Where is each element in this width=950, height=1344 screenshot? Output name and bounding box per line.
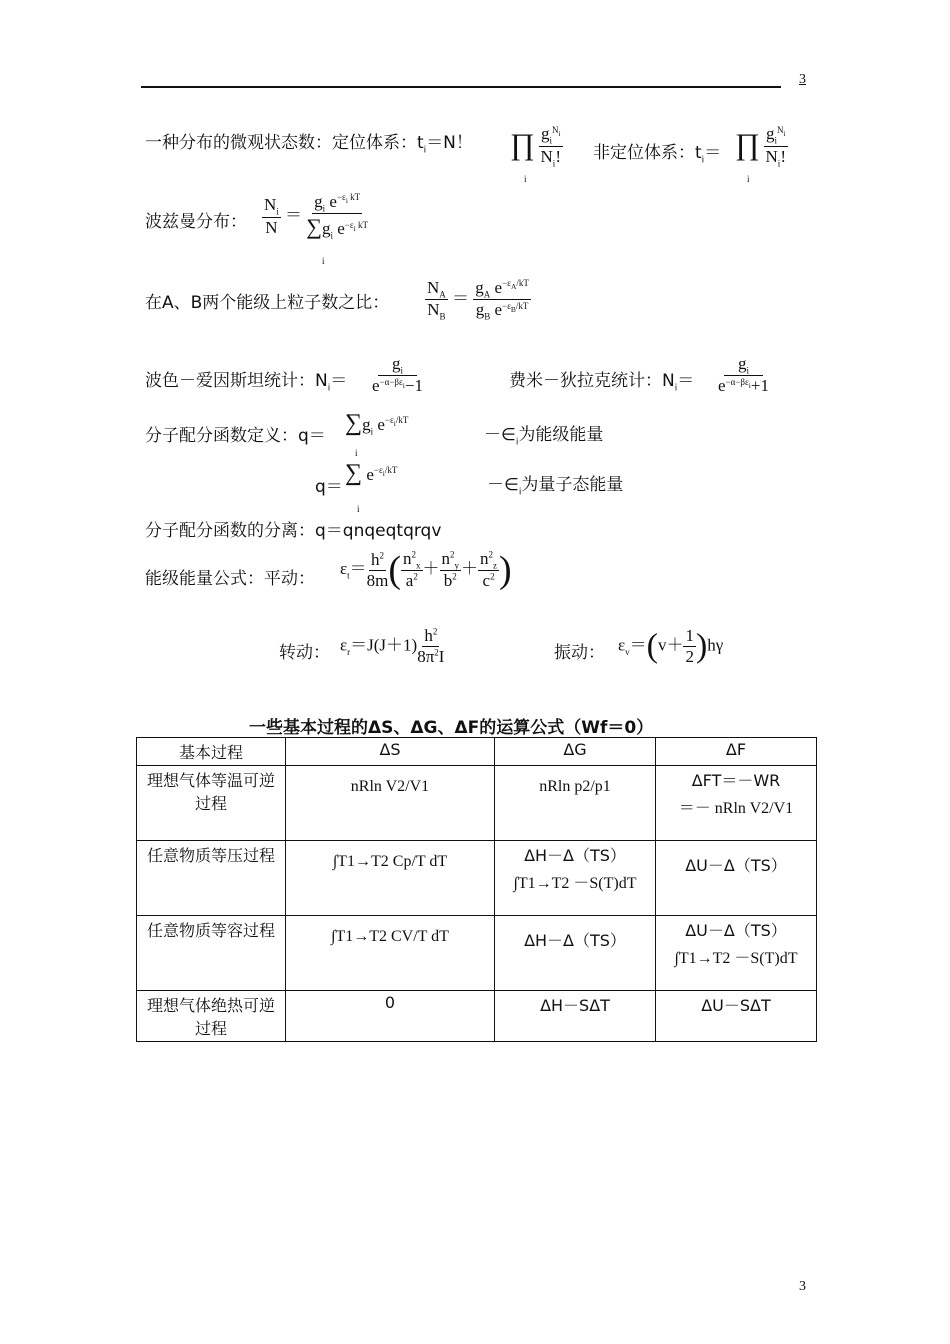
- partition-q2-formula: ∑ $e^{-\varepsilon_i/kT}$ i i: [345, 448, 398, 514]
- row1-dG: nRln p2/p1: [495, 766, 656, 841]
- rotation-label: 转动：: [279, 643, 330, 663]
- boltzmann-formula: $\frac{N_i}{N}$ ＝ $\frac{g_i e^{-\varepsilon_i kT}}{\sum g_i e^{-\varepsilon_i kT}}$ i: [264, 192, 368, 266]
- vibration-formula: $\varepsilon_v=(v+$ $\frac{1}{2}$ )hγ: [618, 626, 724, 666]
- header-dS: ΔS: [286, 738, 495, 766]
- product-formula-localized: ∏ $\frac{g_i^{N_i}}{N_i!}$ i: [510, 124, 561, 184]
- translational-energy-formula: $\varepsilon_t=$ $\frac{h^2}{8m}$ ( $\frac{n^2_x}{a^2}$ ＋ $\frac{n^2_y}{b^2}$ ＋ $\frac{n^2_z}{c^2}$ ): [340, 548, 512, 591]
- rotation-formula: $\varepsilon_r=J(J+1)$ $\frac{h^2}{8\pi^2I}$: [340, 626, 445, 666]
- partition-q2-label: q＝: [315, 477, 343, 497]
- row3-dF: ΔU－Δ（TS） ∫T1→T2 －S(T)dT: [656, 916, 817, 991]
- row2-dF: ΔU－Δ（TS）: [656, 841, 817, 916]
- header-rule: [141, 86, 781, 88]
- process-formula-table: [136, 737, 817, 1042]
- row3-dS: ∫T1→T2 CV/T dT: [286, 916, 495, 991]
- bose-label: 波色－爱因斯坦统计：$N_i=$: [145, 371, 348, 394]
- partition-def-note: $-\in_i$为能级能量: [484, 425, 604, 448]
- header-dG: ΔG: [495, 738, 656, 766]
- partition-q2-note: $-\in_i$为量子态能量: [487, 475, 624, 498]
- header-dF: ΔF: [656, 738, 817, 766]
- header-page-number: 3: [799, 72, 806, 87]
- row3-process: 任意物质等容过程: [137, 916, 286, 991]
- fermi-formula: $\frac{g_i}{e^{-\alpha-\beta\varepsilon_i}+1}$: [718, 354, 769, 396]
- partition-def-formula: $\sum g_i$ $e^{-\varepsilon_i/kT}$: [345, 410, 409, 437]
- header-process: 基本过程: [137, 738, 286, 766]
- row2-dG: ΔH－Δ（TS） ∫T1→T2 －S(T)dT: [495, 841, 656, 916]
- product-formula-nonlocal: ∏ $\frac{g_i^{N_i}}{N_i!}$ i: [735, 124, 786, 184]
- table-row: [137, 766, 817, 841]
- table-row: [137, 916, 817, 991]
- microstate-t: $t_i=N$！: [417, 133, 473, 156]
- row2-process: 任意物质等压过程: [137, 841, 286, 916]
- boltzmann-label: 波兹曼分布：: [145, 212, 247, 232]
- microstate-label: 一种分布的微观状态数：定位体系：: [145, 133, 417, 153]
- ab-ratio-label: 在A、B两个能级上粒子数之比：: [145, 293, 390, 313]
- row3-dG: ΔH－Δ（TS）: [495, 916, 656, 991]
- ab-ratio-formula: $\frac{N_A}{N_B}$ ＝ $\frac{g_A e^{-\varepsilon_A/kT}}{g_B e^{-\varepsilon_B/kT}}$: [427, 278, 529, 322]
- table-title: 一些基本过程的ΔS、ΔG、ΔF的运算公式（Wf＝0）: [249, 718, 654, 738]
- vibration-label: 振动：: [554, 643, 605, 663]
- nonlocal-label: 非定位体系：$t_i=$: [593, 143, 722, 166]
- row1-dS: nRln V2/V1: [286, 766, 495, 841]
- row4-dG: ΔH－SΔT: [495, 991, 656, 1042]
- row1-dF: ΔFT＝－WR ＝－ nRln V2/V1: [656, 766, 817, 841]
- row2-dS: ∫T1→T2 Cp/T dT: [286, 841, 495, 916]
- table-row: [137, 841, 817, 916]
- row4-process: 理想气体绝热可逆过程: [137, 991, 286, 1042]
- microstate-formula-line: [145, 128, 473, 155]
- row1-process: 理想气体等温可逆过程: [137, 766, 286, 841]
- table-row: [137, 991, 817, 1042]
- bose-formula: $\frac{g_i}{e^{-\alpha-\beta\varepsilon_i}-1}$: [372, 354, 423, 396]
- separation-formula: q＝qnqeqtqrqv: [315, 521, 442, 541]
- row4-dF: ΔU－SΔT: [656, 991, 817, 1042]
- table-header-row: [137, 738, 817, 766]
- row4-dS: 0: [286, 991, 495, 1042]
- partition-def-label: 分子配分函数定义：q＝: [145, 426, 326, 446]
- footer-page-number: 3: [799, 1279, 806, 1294]
- energy-label: 能级能量公式：平动：: [145, 569, 315, 589]
- fermi-label: 费米－狄拉克统计：$N_i=$: [509, 371, 695, 394]
- separation-line: 分子配分函数的分离：q＝qnqeqtqrqv: [145, 521, 442, 541]
